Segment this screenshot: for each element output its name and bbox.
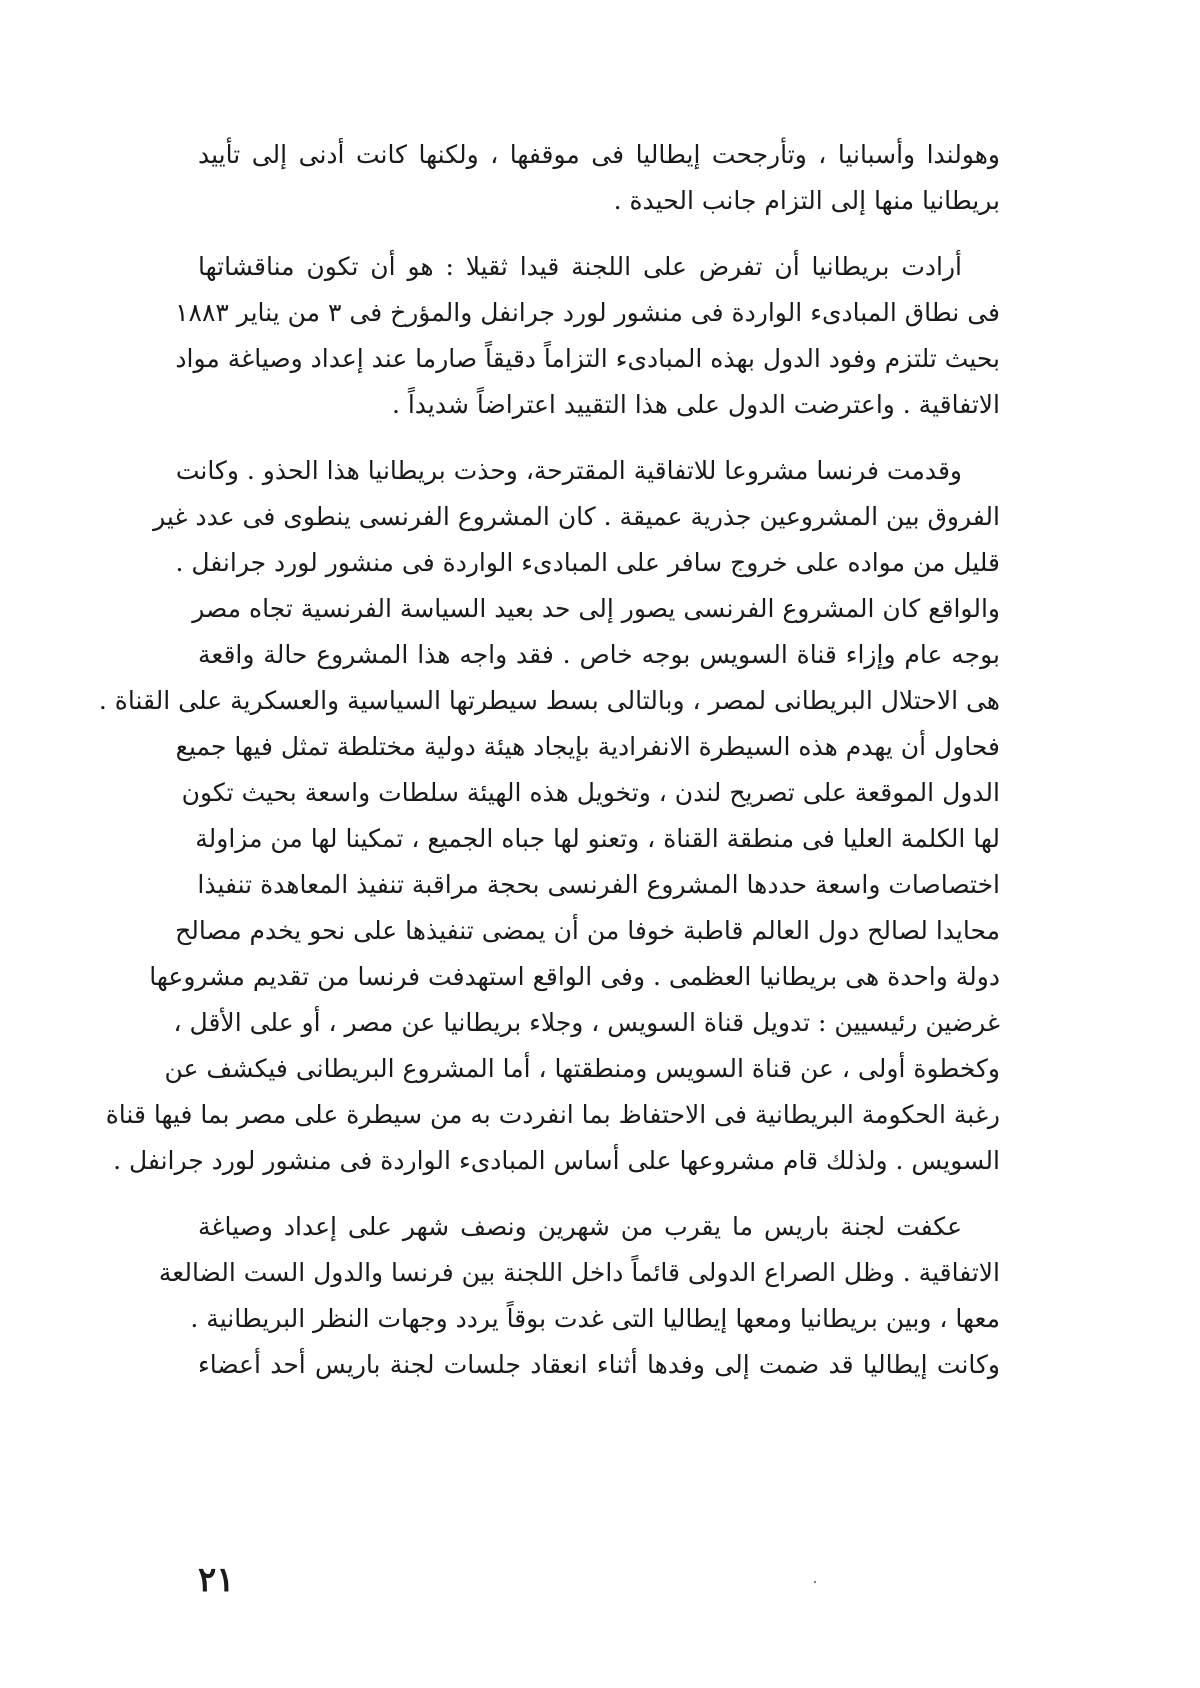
text-line: معها ، وبين بريطانيا ومعها إيطاليا التى غدت بوقاً يردد وجهات النظر البريطانية . xyxy=(190,1304,1000,1333)
paragraph-1 xyxy=(198,132,1000,224)
print-speck xyxy=(814,1581,816,1583)
text-line: الاتفاقية . واعترضت الدول على هذا التقييد اعتراضاً شديداً . xyxy=(391,390,1000,419)
text-line: دولة واحدة هى بريطانيا العظمى . وفى الواقع استهدفت فرنسا من تقديم مشروعها xyxy=(149,962,1000,991)
text-line: أرادت بريطانيا أن تفرض على اللجنة قيدا ثقيلا : هو أن تكون مناقشاتها xyxy=(198,252,962,281)
text-line: هى الاحتلال البريطانى لمصر ، وبالتالى بسط سيطرتها السياسية والعسكرية على القناة . xyxy=(98,686,1000,715)
text-line: بوجه عام وإزاء قناة السويس بوجه خاص . فقد واجه هذا المشروع حالة واقعة xyxy=(198,640,1000,669)
text-line: بريطانيا منها إلى التزام جانب الحيدة . xyxy=(613,186,1000,215)
text-line: وكانت إيطاليا قد ضمت إلى وفدها أثناء انعقاد جلسات لجنة باريس أحد أعضاء xyxy=(198,1350,1000,1379)
paragraph-4 xyxy=(158,1204,1000,1388)
text-line: قليل من مواده على خروج سافر على المبادىء الواردة فى منشور لورد جرانفل . xyxy=(175,548,1000,577)
paragraph-2 xyxy=(175,244,1000,428)
text-line: بحيث تلتزم وفود الدول بهذه المبادىء التزاماً دقيقاً صارما عند إعداد وصياغة مواد xyxy=(175,344,1000,373)
text-line: عكفت لجنة باريس ما يقرب من شهرين ونصف شهر على إعداد وصياغة xyxy=(198,1212,962,1241)
text-line: والواقع كان المشروع الفرنسى يصور إلى حد بعيد السياسة الفرنسية تجاه مصر xyxy=(192,594,1000,623)
text-line: الفروق بين المشروعين جذرية عميقة . كان المشروع الفرنسى ينطوى فى عدد غير xyxy=(153,502,1000,531)
text-line: السويس . ولذلك قام مشروعها على أساس المبادىء الواردة فى منشور لورد جرانفل . xyxy=(113,1146,1000,1175)
text-line: وكخطوة أولى ، عن قناة السويس ومنطقتها ، أما المشروع البريطانى فيكشف عن xyxy=(164,1054,1000,1083)
text-line: فحاول أن يهدم هذه السيطرة الانفرادية بإيجاد هيئة دولية مختلطة تمثل فيها جميع xyxy=(175,732,1000,761)
body-text xyxy=(98,132,1000,1408)
text-line: اختصاصات واسعة حددها المشروع الفرنسى بحجة مراقبة تنفيذ المعاهدة تنفيذا xyxy=(197,870,1000,899)
text-line: غرضين رئيسيين : تدويل قناة السويس ، وجلاء بريطانيا عن مصر ، أو على الأقل ، xyxy=(173,1008,1000,1037)
text-line: لها الكلمة العليا فى منطقة القناة ، وتعنو لها جباه الجميع ، تمكينا لها من مزاولة xyxy=(195,824,1000,853)
text-line: رغبة الحكومة البريطانية فى الاحتفاظ بما انفردت به من سيطرة على مصر بما فيها قناة xyxy=(105,1100,1000,1129)
text-line: فى نطاق المبادىء الواردة فى منشور لورد جرانفل والمؤرخ فى ٣ من يناير ١٨٨٣ xyxy=(175,298,1000,327)
text-line: الدول الموقعة على تصريح لندن ، وتخويل هذه الهيئة سلطات واسعة بحيث تكون xyxy=(181,778,1000,807)
text-line: الاتفاقية . وظل الصراع الدولى قائماً داخل اللجنة بين فرنسا والدول الست الضالعة xyxy=(158,1258,1000,1287)
text-line: وهولندا وأسبانيا ، وتأرجحت إيطاليا فى موقفها ، ولكنها كانت أدنى إلى تأييد xyxy=(198,140,1000,169)
paragraph-3 xyxy=(98,448,1000,1184)
text-line: محايدا لصالح دول العالم قاطبة خوفا من أن يمضى تنفيذها على نحو يخدم مصالح xyxy=(175,916,1000,945)
page-number: ٢١ xyxy=(198,1560,235,1600)
text-line: وقدمت فرنسا مشروعا للاتفاقية المقترحة، وحذت بريطانيا هذا الحذو . وكانت xyxy=(175,456,962,485)
